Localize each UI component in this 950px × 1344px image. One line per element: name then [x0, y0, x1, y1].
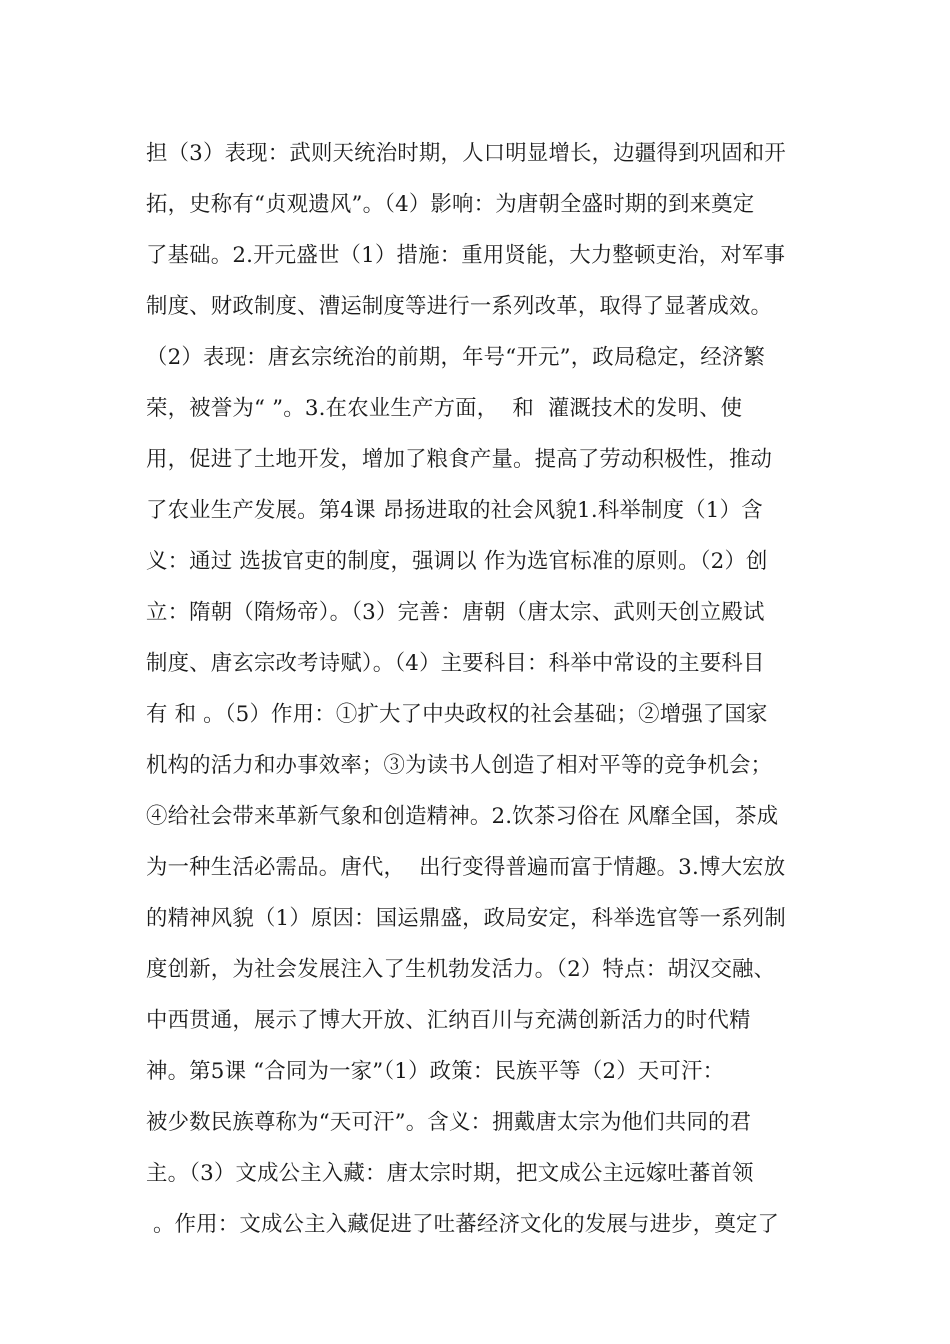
text-line: 被少数民族尊称为“天可汗”。含义：拥戴唐太宗为他们共同的君	[146, 1110, 752, 1135]
text-line: 度创新，为社会发展注入了生机勃发活力。（2）特点：胡汉交融、	[146, 957, 776, 982]
text-line: 神。第5课 “合同为一家”（1）政策：民族平等（2）天可汗：	[146, 1059, 725, 1084]
text-line: 。作用：文成公主入藏促进了吐蕃经济文化的发展与进步，奠定了	[146, 1212, 780, 1237]
text-line: 制度、财政制度、漕运制度等进行一系列改革，取得了显著成效。	[146, 294, 773, 319]
text-line: 机构的活力和办事效率；③为读书人创造了相对平等的竞争机会；	[146, 753, 773, 778]
text-line: ④给社会带来革新气象和创造精神。2.饮茶习俗在 风靡全国，茶成	[146, 804, 779, 829]
body-text	[146, 128, 810, 1250]
text-line: 用，促进了土地开发，增加了粮食产量。提高了劳动积极性，推动	[146, 447, 773, 472]
text-line: 拓，史称有“贞观遗风”。（4）影响：为唐朝全盛时期的到来奠定	[146, 192, 755, 217]
text-line: 了基础。2.开元盛世（1）措施：重用贤能，大力整顿吏治，对军事	[146, 243, 786, 268]
text-line: 中西贯通，展示了博大开放、汇纳百川与充满创新活力的时代精	[146, 1008, 751, 1033]
text-line: （2）表现：唐玄宗统治的前期，年号“开元”，政局稳定，经济繁	[146, 345, 766, 370]
text-line: 荣，被誉为“ ”。3.在农业生产方面， 和 灌溉技术的发明、使	[146, 396, 743, 421]
text-line: 有 和 。（5）作用：①扩大了中央政权的社会基础；②增强了国家	[146, 702, 768, 727]
text-line: 立：隋朝（隋炀帝）。（3）完善：唐朝（唐太宗、武则天创立殿试	[146, 600, 765, 625]
text-line: 了农业生产发展。第4课 昂扬进取的社会风貌1.科举制度（1）含	[146, 498, 763, 523]
text-line: 制度、唐玄宗改考诗赋）。（4）主要科目：科举中常设的主要科目	[146, 651, 765, 676]
text-line: 为一种生活必需品。唐代， 出行变得普遍而富于情趣。3.博大宏放	[146, 855, 786, 880]
text-line: 的精神风貌（1）原因：国运鼎盛，政局安定，科举选官等一系列制	[146, 906, 786, 931]
text-line: 义：通过 选拔官吏的制度，强调以 作为选官标准的原则。（2）创	[146, 549, 768, 574]
text-line: 主。（3）文成公主入藏：唐太宗时期，把文成公主远嫁吐蕃首领	[146, 1161, 754, 1186]
text-line: 担（3）表现：武则天统治时期，人口明显增长，边疆得到巩固和开	[146, 141, 786, 166]
